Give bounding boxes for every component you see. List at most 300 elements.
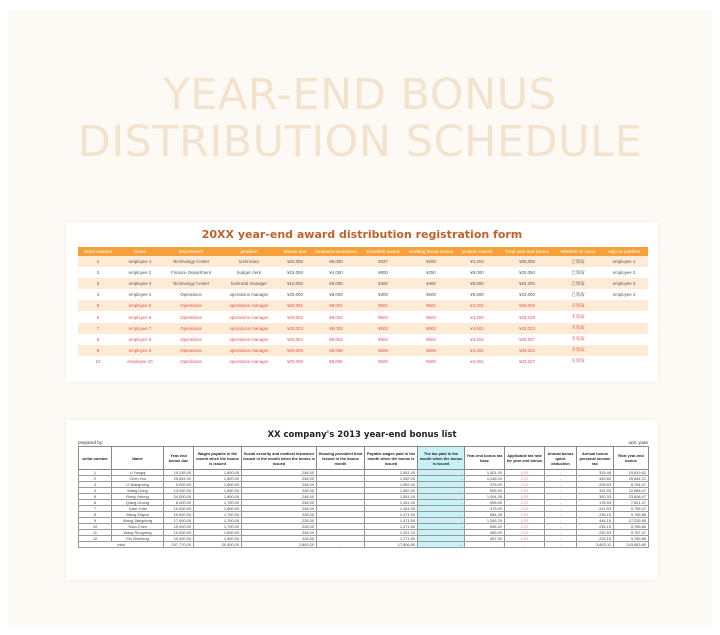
table-cell: ¥4,501 [456,356,498,367]
table-cell: 3 [79,482,112,488]
table-cell: ¥5,000 [312,256,360,267]
table-cell: - [418,488,465,494]
table-cell: 25,844.21 [614,476,649,482]
table-row [78,345,648,356]
table-cell: - [545,536,577,542]
table-cell: 1,800.00 [194,494,242,500]
table-cell: 未领取 [556,323,600,334]
table-cell: operations manager [220,289,278,300]
table-cell: 235.15 [577,524,614,530]
column-header: Annual bonus quick deduction [545,447,577,470]
table-cell: ¥4,504 [456,334,498,345]
table-cell: ¥250 [406,267,456,278]
table-cell: ¥30,000 [498,256,556,267]
table-cell: ¥25,000 [278,289,312,300]
column-header: Year-end bonus due [164,447,194,470]
column-header: project reward [456,247,498,256]
table-cell: 684.28 [465,512,505,518]
table-cell: 696.29 [465,524,505,530]
table-cell: Operations [162,356,220,367]
table-cell: 0.03 [505,524,545,530]
table-cell: 24,000.00 [164,494,194,500]
total-cell: 247,770.00 [164,542,194,548]
table-cell: employee 7 [118,323,162,334]
table-cell: 1,800.00 [194,470,242,476]
table-cell: ¥8,003 [312,323,360,334]
table-cell: 10,000.00 [164,512,194,518]
table-cell: ¥20,005 [278,345,312,356]
table-cell: 0.03 [505,530,545,536]
bonus-list-header-row [79,447,649,470]
table-cell: 1,552.00 [365,488,418,494]
column-header: Real year-end bonus [614,447,649,470]
table-cell: ¥4,202 [456,345,498,356]
table-cell: employee 8 [118,334,162,345]
table-cell: employee 1 [118,256,162,267]
column-header: working hours bonus [406,247,456,256]
table-cell: 已领取 [556,256,600,267]
table-row [78,356,648,367]
table-cell: 未领取 [556,345,600,356]
table-cell: 228.00 [242,524,317,530]
table-cell: ¥4,202 [456,311,498,322]
table-cell: 1,271.50 [365,536,418,542]
table-cell: 1,004.28 [465,494,505,500]
hero-title-line-1: YEAR-END BONUS [163,70,557,120]
table-cell: 248.00 [242,506,317,512]
table-cell: Yuan Yufei [112,506,164,512]
column-header: Total year-end bonus [498,247,556,256]
table-cell: 13,000.00 [164,488,194,494]
table-cell: 12,668.47 [614,488,649,494]
table-row [78,289,648,300]
table-cell: 9,000.00 [164,482,194,488]
column-header: Payable wages paid in the month when the bonus is issued [365,447,418,470]
table-cell: 1,552.00 [365,482,418,488]
table-cell: 10,000.00 [164,530,194,536]
table-cell: employee 4 [600,289,648,300]
table-cell: 1,552.00 [365,476,418,482]
table-cell: 4 [79,488,112,494]
table-cell: 1,201.23 [365,530,418,536]
table-row [78,278,648,289]
table-cell: operations manager [220,345,278,356]
table-cell: 11 [79,530,112,536]
table-cell: ¥8,005 [312,345,360,356]
table-row [78,334,648,345]
table-cell: 0.03 [505,500,545,506]
table-cell: 1,471.50 [365,524,418,530]
table-cell: ¥8,002 [312,311,360,322]
table-cell: ¥601 [406,300,456,311]
table-cell: - [418,518,465,524]
table-cell: employee 6 [118,311,162,322]
table-cell: ¥8,006 [312,356,360,367]
table-row [78,267,648,278]
column-header: serial number [78,247,118,256]
table-cell: employee 2 [118,267,162,278]
unit-label: unit: yuan [628,440,648,445]
table-cell: 375.00 [465,482,505,488]
table-cell: ¥501 [360,300,406,311]
table-cell: 0.03 [505,488,545,494]
bonus-list-table [78,446,649,548]
table-cell: 9 [79,518,112,524]
table-cell: 19,819.52 [614,470,649,476]
table-cell: Operations [162,300,220,311]
table-cell [600,356,648,367]
total-cell: 2,893.20 [242,542,317,548]
column-header: Whether to issue [556,247,600,256]
table-cell [600,311,648,322]
column-header: sign to confirm [600,247,648,256]
table-cell: 17,000.00 [164,518,194,524]
table-cell: Yuan Chen [112,524,164,530]
total-cell: 17,806.80 [365,542,418,548]
table-row [78,323,648,334]
table-cell: 1,451.00 [365,500,418,506]
table-cell: 5 [78,300,118,311]
table-cell: 2 [79,476,112,482]
table-cell: 228.50 [242,536,317,542]
total-cell: - [418,542,465,548]
table-cell: ¥20,006 [278,356,312,367]
table-cell: - [418,506,465,512]
table-cell: employee 3 [600,278,648,289]
total-row [79,542,649,548]
table-cell: 1,451.00 [365,506,418,512]
table-cell: 9,758.47 [614,506,649,512]
table-cell: 248.00 [242,470,317,476]
table-cell: - [545,494,577,500]
table-cell: 8 [78,334,118,345]
table-cell: ¥300 [360,278,406,289]
table-cell: 9,765.85 [614,524,649,530]
table-cell: 9,766.85 [614,536,649,542]
column-header: Bonus due [278,247,312,256]
table-cell: ¥33,022 [498,345,556,356]
table-cell: operations manager [220,334,278,345]
table-cell: ¥800 [360,267,406,278]
table-cell: ¥603 [406,323,456,334]
table-cell: ¥602 [406,311,456,322]
column-header: The tax paid in the month when the bonus is issued [418,447,465,470]
table-cell: 10,000.00 [164,536,194,542]
table-cell: ¥28,050 [498,267,556,278]
prepared-by-label: prepared by: [78,440,104,445]
table-cell: employee 9 [118,345,162,356]
table-cell [600,323,648,334]
table-cell: technical manager [220,278,278,289]
table-cell: 0.03 [505,518,545,524]
table-cell: ¥5,500 [456,278,498,289]
table-cell: 587.00 [465,536,505,542]
table-cell: Wang Dong [112,488,164,494]
table-cell: 449.80 [577,476,614,482]
column-header: business incentives [312,247,360,256]
table-cell: Qiang Lihong [112,500,164,506]
hero-title [0,72,720,166]
table-cell: technician [220,256,278,267]
table-cell: 1,800.00 [194,482,242,488]
table-cell: Chen Hui [112,476,164,482]
registration-form-title: 20XX year-end award distribution registration form [201,228,523,241]
table-cell: 232.53 [577,530,614,536]
column-header: position [220,247,278,256]
table-cell: 228.00 [242,512,317,518]
table-cell: 248.00 [242,488,317,494]
table-cell: 1,800.00 [194,506,242,512]
table-cell: 348.00 [242,530,317,536]
column-header: serial number [79,447,112,470]
table-cell: 375.00 [465,506,505,512]
table-cell: Technology Center [162,278,220,289]
table-cell: 1,700.00 [194,500,242,506]
table-cell: - [418,524,465,530]
table-cell: - [418,494,465,500]
table-cell: 9,767.47 [614,530,649,536]
table-cell: 12 [79,536,112,542]
table-cell: 315.48 [577,470,614,476]
table-cell: 392.33 [577,494,614,500]
table-cell: ¥15,000 [278,267,312,278]
table-cell: 1,551.00 [365,494,418,500]
table-cell: - [545,500,577,506]
table-cell: ¥200 [406,256,456,267]
table-cell: 205.53 [577,482,614,488]
table-cell: 235.15 [577,512,614,518]
table-cell [600,345,648,356]
table-cell: 0.03 [505,512,545,518]
table-cell: employee 10 [118,356,162,367]
column-header: Annual bonus personal income tax [577,447,614,470]
table-cell: ¥6,000 [312,278,360,289]
table-cell: operations manager [220,311,278,322]
bonus-list-card [66,420,658,580]
column-header: Name [118,247,162,256]
table-cell: 0.03 [505,536,545,542]
table-cell: ¥20,004 [278,334,312,345]
table-cell: 248.00 [242,494,317,500]
table-row [78,256,648,267]
table-row [78,311,648,322]
table-cell: 1 [78,256,118,267]
table-cell: employee 2 [600,267,648,278]
table-cell: 25,844.00 [164,476,194,482]
table-cell: ¥33,023 [498,323,556,334]
table-cell: - [545,476,577,482]
table-cell: 10 [78,356,118,367]
table-cell: Operations [162,334,220,345]
table-cell: - [418,500,465,506]
table-cell: Rong Yutong [112,494,164,500]
table-cell: ¥8,001 [312,300,360,311]
table-cell: Pei Zhizheng [112,536,164,542]
total-cell: 243,883.80 [614,542,649,548]
table-cell: - [545,506,577,512]
table-cell: 10 [79,524,112,530]
table-cell: - [545,512,577,518]
table-cell: operations manager [220,356,278,367]
table-cell: Operations [162,323,220,334]
column-header: Applicable tax rate for year-end bonus [505,447,545,470]
table-cell: 未领取 [556,311,600,322]
table-cell: 505.00 [465,488,505,494]
table-cell: 233.15 [577,536,614,542]
table-cell: 1,471.50 [365,518,418,524]
table-cell: ¥503 [360,323,406,334]
table-cell: ¥600 [406,289,456,300]
table-cell: 0.03 [505,476,545,482]
table-cell: employee 1 [600,256,648,267]
table-cell: ¥20,000 [278,256,312,267]
hero-title-line-2: DISTRIBUTION SCHEDULE [77,117,643,167]
total-cell: 20,400.00 [194,542,242,548]
table-cell: operations manager [220,300,278,311]
table-cell: 7 [78,323,118,334]
table-cell: 248.00 [242,476,317,482]
registration-form-card [66,222,658,382]
table-cell: 8,000.00 [164,500,194,506]
table-cell: Operations [162,289,220,300]
table-cell: Operations [162,311,220,322]
table-cell: 未领取 [556,300,600,311]
table-cell: 1,500.00 [194,536,242,542]
table-cell: 2 [78,267,118,278]
table-cell: - [418,512,465,518]
table-cell: 已领取 [556,289,600,300]
table-cell: 1,471.50 [365,512,418,518]
table-cell: ¥506 [360,356,406,367]
total-cell: - [505,542,545,548]
table-cell: Li Yongqi [112,470,164,476]
table-cell: 995.00 [465,500,505,506]
table-cell: 0.03 [505,470,545,476]
table-cell: 248.00 [242,500,317,506]
table-cell: 已领取 [556,278,600,289]
table-cell: - [418,470,465,476]
table-cell: employee 4 [118,289,162,300]
table-cell: ¥8,000 [456,267,498,278]
table-cell: ¥20,003 [278,323,312,334]
table-cell: ¥8,004 [312,334,360,345]
table-cell: ¥4,503 [456,323,498,334]
table-cell: 23,608.47 [614,494,649,500]
table-cell: 228.00 [242,518,317,524]
table-cell: 331.53 [577,488,614,494]
table-cell: 0.03 [505,506,545,512]
table-cell: ¥605 [406,345,456,356]
table-cell: 241.53 [577,506,614,512]
registration-form-table [78,247,648,367]
table-cell: ¥20,001 [278,300,312,311]
table-cell: operations manager [220,323,278,334]
registration-form-header-row [78,247,648,256]
table-cell: ¥10,000 [278,278,312,289]
table-cell: ¥502 [360,311,406,322]
table-cell: 1,800.00 [194,476,242,482]
table-cell: 585.00 [465,530,505,536]
total-cell: - [465,542,505,548]
table-cell: 1,700.00 [194,518,242,524]
table-cell: ¥33,000 [498,289,556,300]
table-cell: 444.15 [577,518,614,524]
table-cell: 6 [79,500,112,506]
column-header: Social security and medical insurance issued in the month when the bonus is issued [242,447,317,470]
table-cell: 10,000.00 [164,524,194,530]
table-cell: 10,135.00 [164,470,194,476]
table-cell: 0.03 [505,494,545,500]
table-cell: Wang Jiangdong [112,518,164,524]
table-cell: Operations [162,345,220,356]
table-cell: Li Wangming [112,482,164,488]
table-cell: 1,500.00 [194,530,242,536]
table-cell: 8,794.47 [614,482,649,488]
table-cell: 已领取 [556,267,600,278]
table-cell: ¥327 [360,256,406,267]
table-cell: employee 5 [118,300,162,311]
table-cell: - [418,482,465,488]
table-cell: 248.00 [242,482,317,488]
table-cell: 178.53 [577,500,614,506]
table-cell: ¥604 [406,334,456,345]
table-cell: 1,700.00 [194,524,242,530]
table-cell: ¥33,027 [498,356,556,367]
table-cell: employee 3 [118,278,162,289]
table-cell: - [545,518,577,524]
table-cell: 17,225.85 [614,518,649,524]
table-cell: 1,285.29 [465,518,505,524]
column-header: Department [162,247,220,256]
table-cell: ¥6,500 [456,289,498,300]
table-cell: 7,821.47 [614,500,649,506]
table-cell: ¥504 [360,334,406,345]
table-cell: ¥22,200 [498,278,556,289]
table-cell: budget clerk [220,267,278,278]
column-header: Name [112,447,164,470]
column-header: Wages payable in the month when the bonus is issued [194,447,242,470]
table-cell: 1,248.00 [465,476,505,482]
table-cell: 8 [79,512,112,518]
table-cell: ¥33,027 [498,334,556,345]
table-cell: 4 [78,289,118,300]
table-cell: ¥505 [360,345,406,356]
table-cell: ¥4,000 [312,267,360,278]
table-cell: 10,000.00 [164,506,194,512]
table-cell: ¥33,005 [498,300,556,311]
table-cell: 1 [79,470,112,476]
table-cell: - [545,488,577,494]
column-header: Housing provident fund issued in the bonus month [317,447,365,470]
table-cell: 1,401.00 [465,470,505,476]
table-cell: 1,800.00 [194,488,242,494]
table-cell: ¥33,019 [498,311,556,322]
table-cell: 未领取 [556,356,600,367]
table-cell: ¥606 [406,356,456,367]
column-header: Excellent award [360,247,406,256]
table-cell: ¥8,000 [312,289,360,300]
total-cell: - [317,542,365,548]
table-cell: - [545,470,577,476]
table-cell: Finance Department [162,267,220,278]
table-cell: ¥4,201 [456,300,498,311]
table-cell: Technology Center [162,256,220,267]
table-cell: 7 [79,506,112,512]
column-header: Year-end bonus tax base [465,447,505,470]
table-cell: 9 [78,345,118,356]
table-cell: 9,765.85 [614,512,649,518]
table-cell: ¥400 [406,278,456,289]
